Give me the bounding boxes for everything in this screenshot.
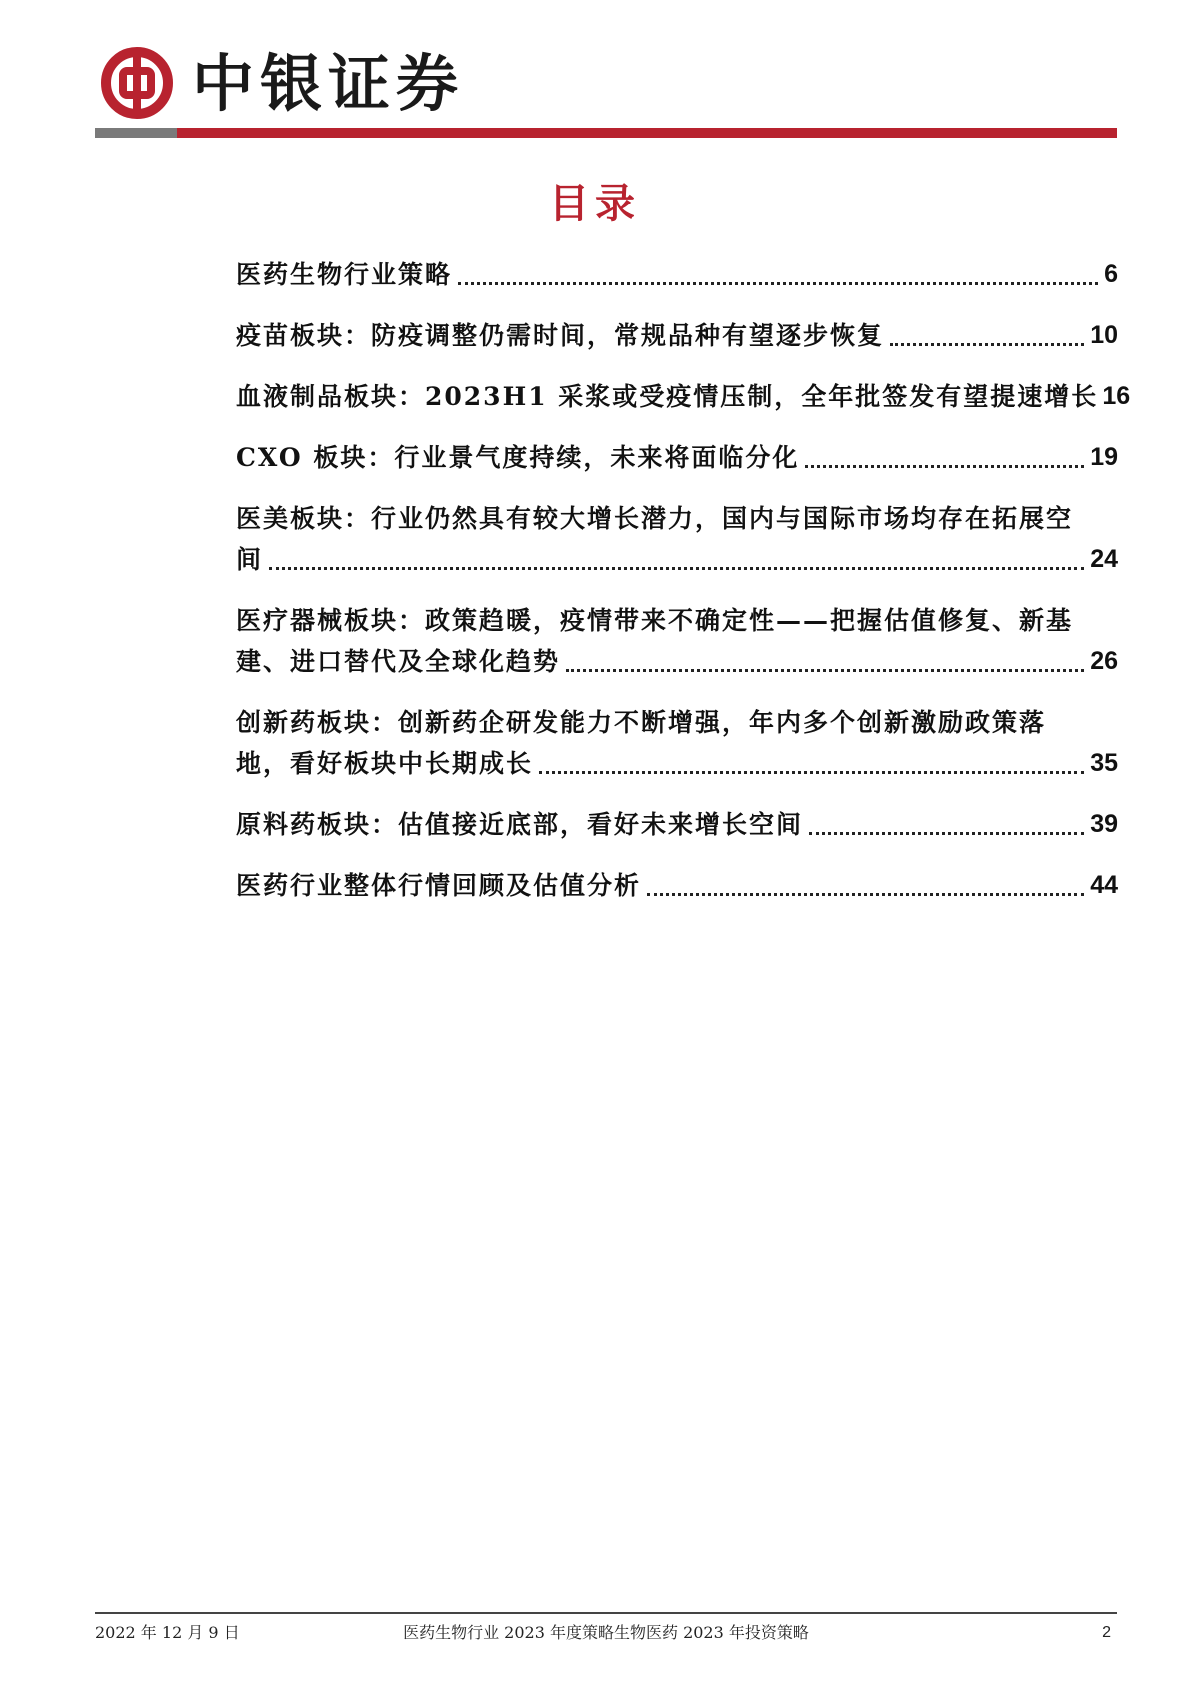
toc-entry[interactable] [236, 498, 1118, 580]
brand-name: 中银证券 [192, 47, 465, 120]
table-of-contents [236, 254, 1131, 926]
toc-entry-title[interactable]: 医药行业整体行情回顾及估值分析 [236, 871, 642, 900]
toc-page-number[interactable]: 44 [1090, 871, 1118, 899]
toc-entry[interactable] [236, 254, 1118, 295]
toc-entry[interactable] [236, 865, 1118, 906]
toc-entry-title[interactable]: 医药生物行业策略 [236, 260, 453, 289]
toc-entry-title[interactable]: CXO 板块：行业景气度持续，未来将面临分化 [236, 443, 800, 472]
toc-leader-dots [539, 771, 1084, 774]
toc-leader-dots [805, 465, 1084, 468]
toc-leader-dots [269, 567, 1084, 570]
toc-leader-dots [458, 282, 1098, 285]
toc-entry[interactable] [236, 376, 1131, 417]
toc-page-number[interactable]: 26 [1090, 647, 1118, 675]
toc-leader-dots [566, 669, 1084, 672]
toc-entry-title[interactable]: 疫苗板块：防疫调整仍需时间，常规品种有望逐步恢复 [236, 321, 885, 350]
toc-leader-dots [809, 832, 1084, 835]
toc-page-number[interactable]: 35 [1090, 749, 1118, 777]
toc-page-number[interactable]: 24 [1090, 545, 1118, 573]
bank-of-china-logo-icon [100, 46, 174, 120]
page-header [0, 0, 1190, 140]
toc-entry-title[interactable]: 原料药板块：估值接近底部，看好未来增长空间 [236, 810, 804, 839]
toc-entry[interactable] [236, 702, 1118, 784]
toc-entry-title-line2[interactable]: 建、进口替代及全球化趋势 [236, 647, 561, 676]
toc-page-number[interactable]: 16 [1102, 382, 1131, 410]
toc-page-number[interactable]: 6 [1104, 260, 1118, 288]
toc-page-number[interactable]: 19 [1090, 443, 1118, 471]
toc-entry-title-line2[interactable]: 间 [236, 545, 264, 574]
toc-entry-title[interactable]: 血液制品板块：2023H1 采浆或受疫情压制，全年批签发有望提速增长 [236, 382, 1099, 411]
toc-entry-title-line1[interactable]: 创新药板块：创新药企研发能力不断增强，年内多个创新激励政策落 [236, 708, 1047, 737]
footer-page-number: 2 [1102, 1624, 1111, 1641]
toc-entry-title-line1[interactable]: 医疗器械板块：政策趋暖，疫情带来不确定性——把握估值修复、新基 [236, 606, 1074, 635]
toc-page-number[interactable]: 39 [1090, 810, 1118, 838]
toc-entry[interactable] [236, 804, 1118, 845]
header-bar-gray [95, 128, 177, 138]
footer-date: 2022 年 12 月 9 日 [95, 1623, 240, 1642]
toc-entry-title-line1[interactable]: 医美板块：行业仍然具有较大增长潜力，国内与国际市场均存在拓展空 [236, 504, 1074, 533]
toc-entry[interactable] [236, 600, 1118, 682]
header-bar-red [177, 128, 1117, 138]
footer-report-title: 医药生物行业 2023 年度策略生物医药 2023 年投资策略 [403, 1623, 809, 1642]
toc-leader-dots [890, 343, 1084, 346]
toc-entry[interactable] [236, 315, 1118, 356]
toc-entry-title-line2[interactable]: 地，看好板块中长期成长 [236, 749, 534, 778]
page-footer [95, 1620, 1117, 1646]
toc-entry[interactable] [236, 437, 1118, 478]
footer-divider [95, 1612, 1117, 1614]
toc-page-number[interactable]: 10 [1090, 321, 1118, 349]
toc-title: 目录 [549, 180, 641, 227]
toc-leader-dots [647, 893, 1084, 896]
